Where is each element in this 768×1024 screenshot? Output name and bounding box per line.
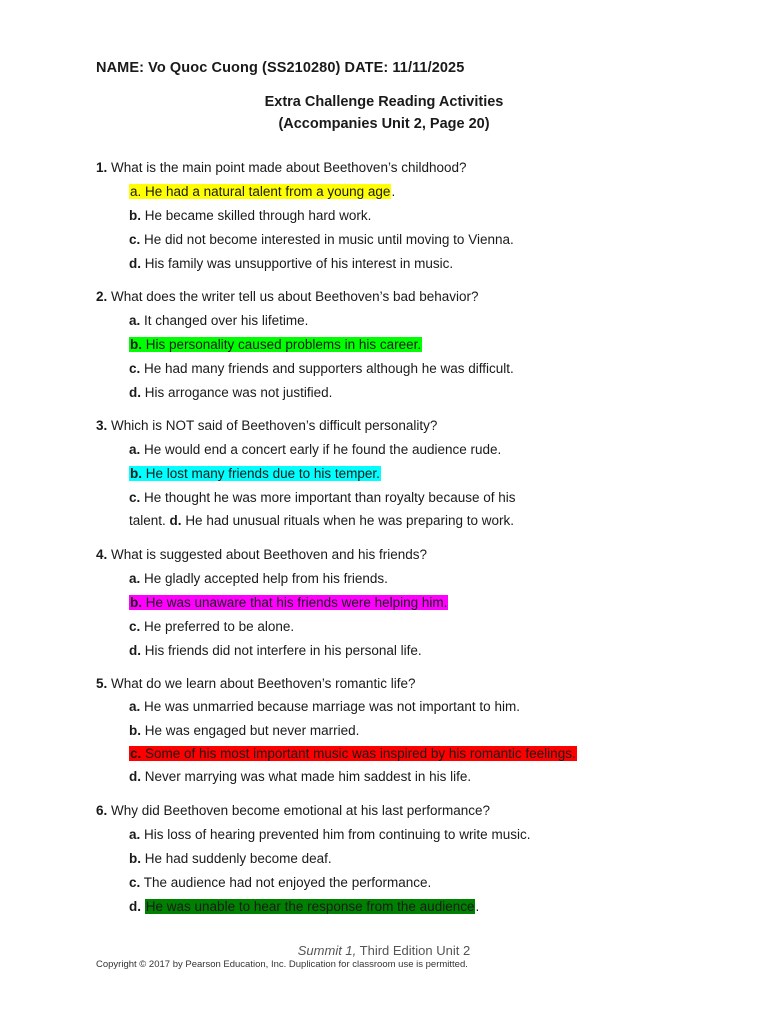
question-4 [96, 547, 427, 562]
option-letter: b. [130, 337, 142, 352]
option-letter: a. [130, 184, 142, 199]
option-text: He thought he was more important than royalty because of his [144, 490, 516, 505]
option-text: He gladly accepted help from his friends. [144, 571, 388, 586]
q1-option-a [129, 184, 395, 199]
option-text: His family was unsupportive of his interest in music. [144, 256, 454, 271]
option-text: The audience had not enjoyed the performance. [143, 875, 432, 890]
book-footer [0, 943, 768, 958]
highlight-yellow [129, 184, 391, 199]
option-letter: c. [130, 746, 142, 761]
option-text: His arrogance was not justified. [144, 385, 333, 400]
question-text: What is the main point made about Beethoven’s childhood? [111, 160, 467, 175]
q1-option-c [129, 232, 514, 247]
question-text: What do we learn about Beethoven’s romantic life? [111, 676, 416, 691]
question-text: What does the writer tell us about Beethoven’s bad behavior? [111, 289, 479, 304]
option-suffix: . [475, 899, 480, 914]
q6-option-c [129, 875, 431, 890]
option-letter: b. [129, 208, 141, 223]
question-number: 1. [96, 160, 108, 175]
student-name-date: NAME: Vo Quoc Cuong (SS210280) DATE: 11/11/2025 [96, 60, 465, 76]
question-text: What is suggested about Beethoven and his friends? [111, 547, 427, 562]
option-text: He was unable to hear the response from the audience [145, 899, 475, 914]
option-text: His friends did not interfere in his personal life. [144, 643, 422, 658]
q2-option-c [129, 361, 514, 376]
option-letter: b. [130, 595, 142, 610]
q4-option-c [129, 619, 294, 634]
question-number: 6. [96, 803, 108, 818]
option-letter: d. [169, 513, 182, 528]
q3-option-a [129, 442, 501, 457]
book-title: Summit 1, [297, 943, 357, 958]
highlight-red [129, 746, 577, 761]
option-text: He became skilled through hard work. [144, 208, 372, 223]
option-letter: d. [129, 899, 141, 914]
option-letter: c. [129, 361, 141, 376]
question-2 [96, 289, 479, 304]
q2-option-b [129, 337, 422, 352]
option-text: It changed over his lifetime. [144, 313, 309, 328]
q6-option-d [129, 899, 479, 914]
q1-option-d [129, 256, 453, 271]
option-letter: d. [129, 385, 141, 400]
question-1 [96, 160, 467, 175]
option-letter: b. [129, 723, 141, 738]
option-text: He lost many friends due to his temper. [145, 466, 380, 481]
copyright-notice: Copyright © 2017 by Pearson Education, Inc. Duplication for classroom use is permitted. [96, 959, 468, 970]
q3-option-c [129, 490, 516, 505]
option-letter: a. [129, 571, 141, 586]
option-text: He had suddenly become deaf. [144, 851, 332, 866]
option-letter: d. [129, 643, 141, 658]
book-edition: Third Edition Unit 2 [356, 943, 471, 958]
q4-option-a [129, 571, 388, 586]
option-text: He had unusual rituals when he was preparing to work. [185, 513, 514, 528]
question-text: Which is NOT said of Beethoven’s difficult personality? [111, 418, 438, 433]
option-text: Never marrying was what made him saddest in his life. [144, 769, 472, 784]
q5-option-a [129, 699, 520, 714]
q5-option-c [129, 746, 577, 761]
option-letter: a. [129, 827, 141, 842]
option-letter: c. [129, 619, 141, 634]
option-text: He was engaged but never married. [144, 723, 360, 738]
highlight-dark-green [145, 899, 476, 914]
option-text: His loss of hearing prevented him from continuing to write music. [144, 827, 531, 842]
option-letter: b. [130, 466, 142, 481]
q6-option-a [129, 827, 530, 842]
q6-option-b [129, 851, 332, 866]
worksheet-subtitle: (Accompanies Unit 2, Page 20) [278, 116, 490, 132]
question-5 [96, 676, 415, 691]
q2-option-a [129, 313, 308, 328]
option-text: He had many friends and supporters although he was difficult. [144, 361, 514, 376]
option-letter: a. [129, 699, 141, 714]
option-text: He had a natural talent from a young age [145, 184, 391, 199]
option-text: He would end a concert early if he found the audience rude. [144, 442, 502, 457]
option-text: His personality caused problems in his career. [145, 337, 422, 352]
option-letter: c. [129, 232, 141, 247]
option-text: Some of his most important music was inspired by his romantic feelings. [145, 746, 576, 761]
option-letter: b. [129, 851, 141, 866]
question-3 [96, 418, 437, 433]
option-letter: d. [129, 769, 141, 784]
option-c-continuation: talent. [129, 513, 166, 528]
q3-option-d [129, 513, 514, 528]
question-number: 2. [96, 289, 108, 304]
q2-option-d [129, 385, 332, 400]
option-letter: a. [129, 313, 141, 328]
option-letter: c. [129, 490, 141, 505]
q4-option-d [129, 643, 422, 658]
question-number: 3. [96, 418, 108, 433]
worksheet-title: Extra Challenge Reading Activities [264, 94, 504, 110]
option-letter: d. [129, 256, 141, 271]
option-text: He was unmarried because marriage was not important to him. [144, 699, 520, 714]
q5-option-d [129, 769, 471, 784]
q3-option-b [129, 466, 381, 481]
highlight-cyan [129, 466, 381, 481]
highlight-magenta [129, 595, 448, 610]
option-suffix: . [391, 184, 396, 199]
question-text: Why did Beethoven become emotional at his last performance? [111, 803, 490, 818]
highlight-bright-green [129, 337, 422, 352]
q4-option-b [129, 595, 448, 610]
option-text: He did not become interested in music until moving to Vienna. [144, 232, 514, 247]
q5-option-b [129, 723, 359, 738]
question-number: 4. [96, 547, 108, 562]
question-6 [96, 803, 490, 818]
option-letter: a. [129, 442, 141, 457]
option-letter: c. [129, 875, 141, 890]
question-number: 5. [96, 676, 108, 691]
option-text: He was unaware that his friends were helping him. [145, 595, 448, 610]
option-text: He preferred to be alone. [144, 619, 295, 634]
q1-option-b [129, 208, 371, 223]
